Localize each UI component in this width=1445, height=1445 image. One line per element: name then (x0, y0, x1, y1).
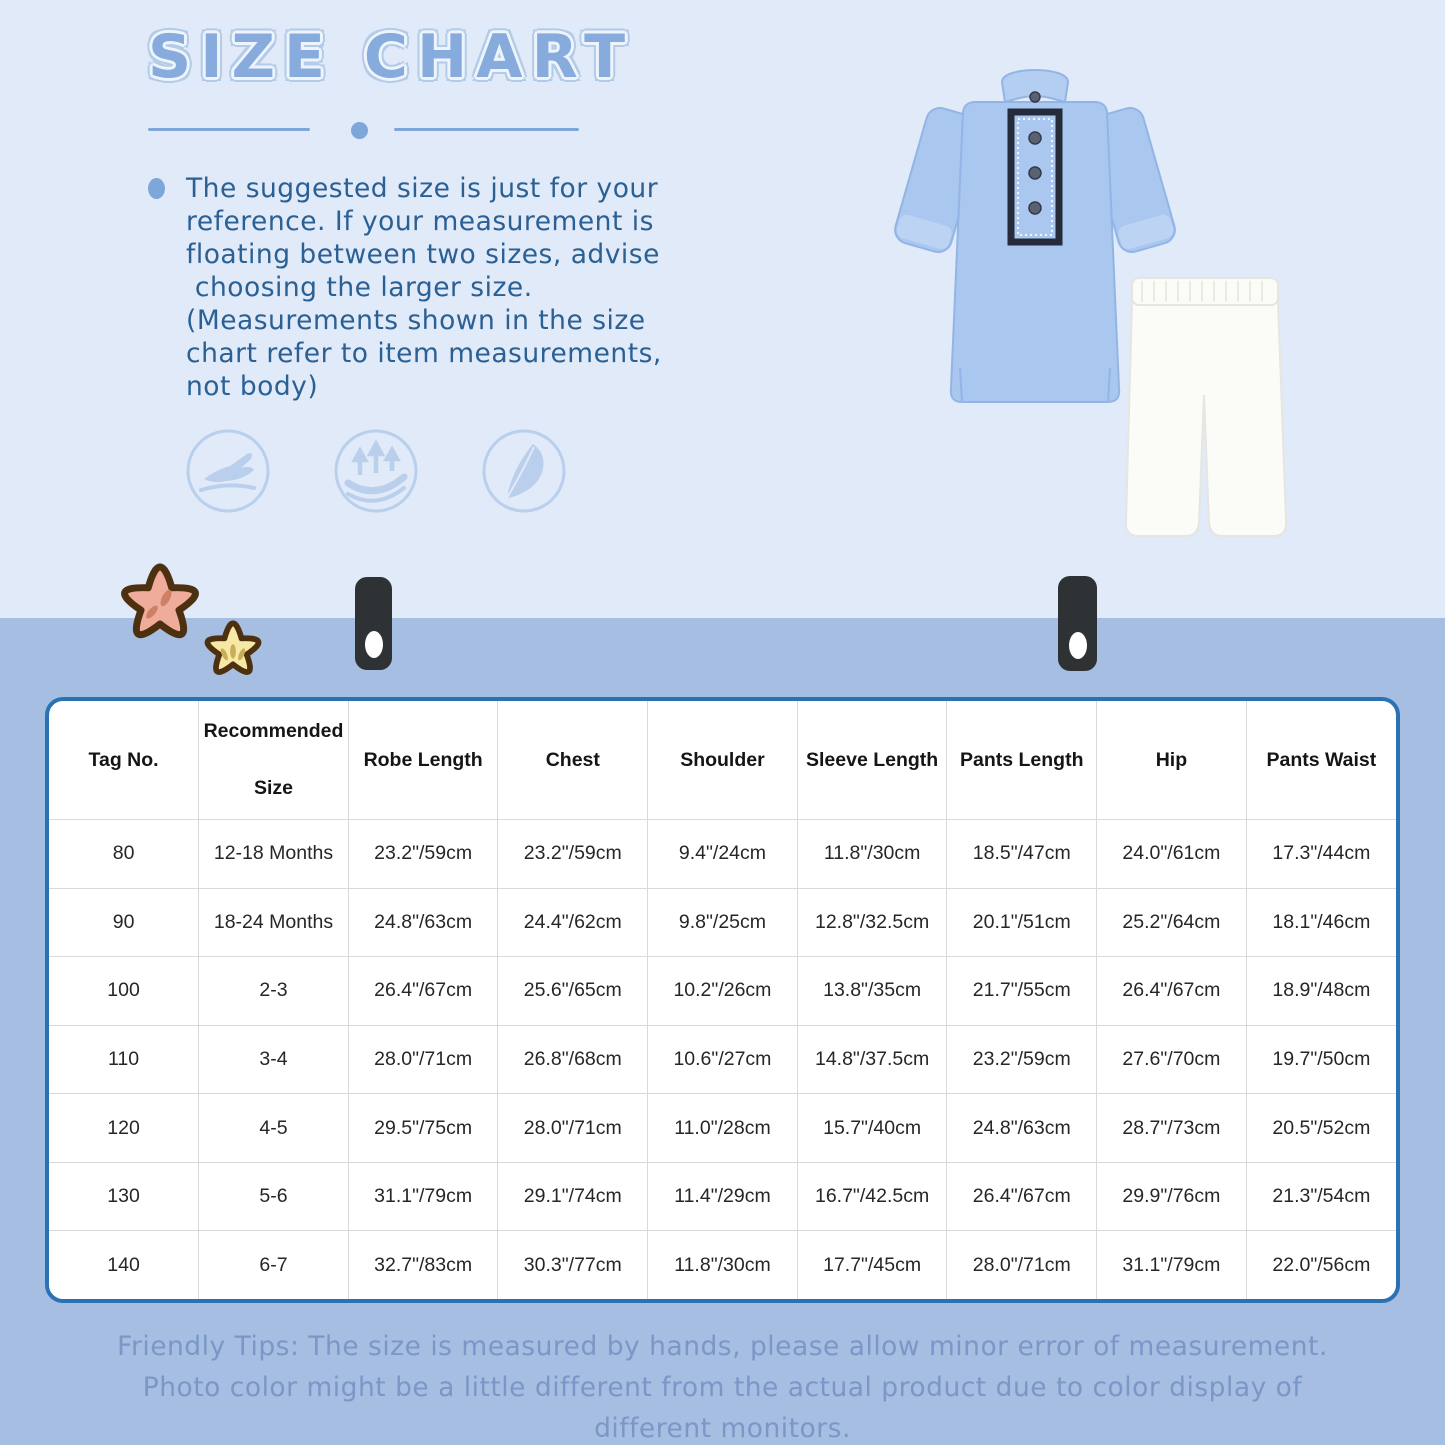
table-cell: 17.7"/45cm (797, 1231, 947, 1299)
table-cell: 31.1"/79cm (348, 1162, 498, 1231)
size-table (45, 697, 1400, 1303)
table-cell: 22.0"/56cm (1246, 1231, 1396, 1299)
size-table-grid (49, 701, 1396, 1299)
table-cell: 23.2"/59cm (348, 820, 498, 889)
table-cell: 26.4"/67cm (348, 957, 498, 1026)
footer-line: different monitors. (594, 1413, 851, 1444)
table-cell: 24.8"/63cm (947, 1094, 1097, 1163)
table-cell: 18.5"/47cm (947, 820, 1097, 889)
page-title: SIZE CHART (148, 22, 635, 92)
footer-line: Friendly Tips: The size is measured by hands, please allow minor error of measurement. (117, 1331, 1328, 1362)
feather-light-icon (481, 428, 567, 514)
table-cell: 12-18 Months (199, 820, 349, 889)
table-cell: 13.8"/35cm (797, 957, 947, 1026)
table-cell: 12.8"/32.5cm (797, 888, 947, 957)
table-cell: 28.0"/71cm (498, 1094, 648, 1163)
table-cell: 120 (49, 1094, 199, 1163)
table-row (49, 1025, 1396, 1094)
elasticity-icon (333, 428, 419, 514)
note-line: (Measurements shown in the size (186, 305, 646, 336)
column-header: Chest (498, 701, 648, 820)
table-cell: 23.2"/59cm (498, 820, 648, 889)
divider-dot (351, 122, 368, 139)
title-divider (148, 118, 588, 140)
table-cell: 30.3"/77cm (498, 1231, 648, 1299)
table-cell: 9.4"/24cm (648, 820, 798, 889)
divider-line-left (148, 128, 310, 131)
table-cell: 18-24 Months (199, 888, 349, 957)
table-row (49, 1094, 1396, 1163)
table-cell: 100 (49, 957, 199, 1026)
table-cell: 130 (49, 1162, 199, 1231)
table-cell: 20.5"/52cm (1246, 1094, 1396, 1163)
column-header: Tag No. (49, 701, 199, 820)
table-cell: 11.8"/30cm (797, 820, 947, 889)
column-header: Hip (1097, 701, 1247, 820)
table-cell: 80 (49, 820, 199, 889)
note-line: The suggested size is just for your (186, 173, 659, 204)
note-line: chart refer to item measurements, (186, 338, 662, 369)
column-header: Shoulder (648, 701, 798, 820)
divider-line-right (394, 128, 579, 131)
feature-icons-row (185, 428, 567, 514)
table-cell: 11.8"/30cm (648, 1231, 798, 1299)
table-row (49, 1162, 1396, 1231)
tag-hole (365, 631, 383, 658)
column-header: Sleeve Length (797, 701, 947, 820)
table-cell: 20.1"/51cm (947, 888, 1097, 957)
table-cell: 6-7 (199, 1231, 349, 1299)
table-cell: 32.7"/83cm (348, 1231, 498, 1299)
table-cell: 18.9"/48cm (1246, 957, 1396, 1026)
tag-hole (1069, 632, 1087, 659)
table-cell: 23.2"/59cm (947, 1025, 1097, 1094)
note-line: not body) (186, 371, 319, 402)
table-cell: 10.6"/27cm (648, 1025, 798, 1094)
table-cell: 10.2"/26cm (648, 957, 798, 1026)
column-header: Pants Length (947, 701, 1097, 820)
table-row (49, 1231, 1396, 1299)
table-cell: 28.0"/71cm (348, 1025, 498, 1094)
column-header: Robe Length (348, 701, 498, 820)
table-cell: 26.4"/67cm (947, 1162, 1097, 1231)
note-line: reference. If your measurement is (186, 206, 654, 237)
table-cell: 24.4"/62cm (498, 888, 648, 957)
table-cell: 15.7"/40cm (797, 1094, 947, 1163)
table-cell: 19.7"/50cm (1246, 1025, 1396, 1094)
table-row (49, 888, 1396, 957)
table-cell: 26.4"/67cm (1097, 957, 1247, 1026)
size-note-text (186, 172, 826, 403)
column-header: Pants Waist (1246, 701, 1396, 820)
table-cell: 18.1"/46cm (1246, 888, 1396, 957)
table-cell: 16.7"/42.5cm (797, 1162, 947, 1231)
table-cell: 3-4 (199, 1025, 349, 1094)
table-cell: 31.1"/79cm (1097, 1231, 1247, 1299)
column-header: Recommended Size (199, 701, 349, 820)
table-cell: 11.4"/29cm (648, 1162, 798, 1231)
table-cell: 24.8"/63cm (348, 888, 498, 957)
note-bullet (148, 178, 165, 199)
table-cell: 140 (49, 1231, 199, 1299)
footer-line: Photo color might be a little different from the actual product due to color display of (142, 1372, 1303, 1403)
note-line: choosing the larger size. (186, 272, 533, 303)
product-image (880, 50, 1380, 570)
table-cell: 17.3"/44cm (1246, 820, 1396, 889)
table-cell: 11.0"/28cm (648, 1094, 798, 1163)
table-cell: 2-3 (199, 957, 349, 1026)
hand-feel-icon (185, 428, 271, 514)
hang-tag-icon (1058, 576, 1097, 671)
table-cell: 21.7"/55cm (947, 957, 1097, 1026)
note-line: floating between two sizes, advise (186, 239, 660, 270)
hang-tag-icon (355, 577, 392, 670)
yellow-flower-icon (207, 623, 258, 672)
table-cell: 27.6"/70cm (1097, 1025, 1247, 1094)
flower-decorations (100, 552, 300, 702)
table-cell: 25.2"/64cm (1097, 888, 1247, 957)
table-cell: 90 (49, 888, 199, 957)
table-cell: 9.8"/25cm (648, 888, 798, 957)
table-cell: 29.5"/75cm (348, 1094, 498, 1163)
table-cell: 28.0"/71cm (947, 1231, 1097, 1299)
table-row (49, 820, 1396, 889)
table-cell: 28.7"/73cm (1097, 1094, 1247, 1163)
white-pants (1126, 278, 1286, 536)
table-cell: 29.1"/74cm (498, 1162, 648, 1231)
pink-flower-icon (125, 567, 196, 635)
table-cell: 24.0"/61cm (1097, 820, 1247, 889)
table-header-row (49, 701, 1396, 820)
table-cell: 21.3"/54cm (1246, 1162, 1396, 1231)
table-cell: 26.8"/68cm (498, 1025, 648, 1094)
table-cell: 25.6"/65cm (498, 957, 648, 1026)
table-row (49, 957, 1396, 1026)
table-cell: 14.8"/37.5cm (797, 1025, 947, 1094)
table-cell: 29.9"/76cm (1097, 1162, 1247, 1231)
table-cell: 110 (49, 1025, 199, 1094)
friendly-tips-text (0, 1326, 1445, 1445)
table-cell: 5-6 (199, 1162, 349, 1231)
table-cell: 4-5 (199, 1094, 349, 1163)
